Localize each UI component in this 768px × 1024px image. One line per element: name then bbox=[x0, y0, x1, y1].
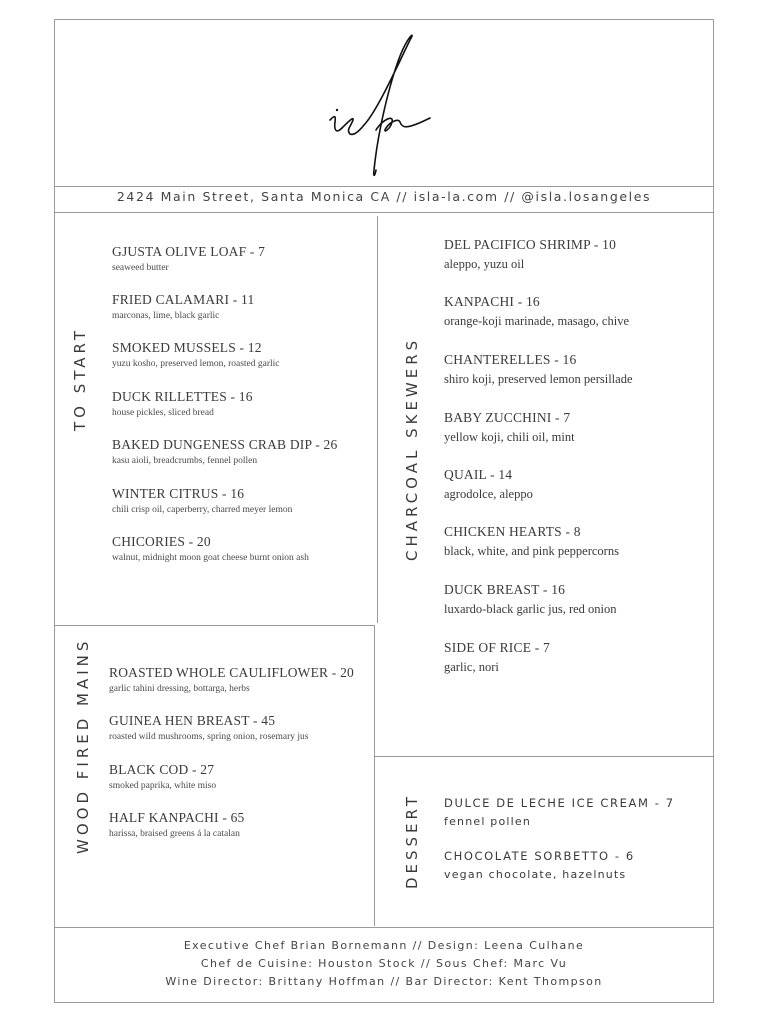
address-line: 2424 Main Street, Santa Monica CA // isla-la.com // @isla.losangeles bbox=[116, 189, 652, 204]
credits-line: Executive Chef Brian Bornemann // Design: Leena Culhane bbox=[183, 939, 585, 952]
credits bbox=[54, 937, 714, 991]
item-desc: luxardo-black garlic jus, red onion bbox=[444, 602, 617, 616]
item-desc: garlic, nori bbox=[444, 660, 499, 674]
menu-item bbox=[444, 467, 704, 502]
item-desc: marconas, lime, black garlic bbox=[112, 311, 220, 321]
item-desc: aleppo, yuzu oil bbox=[444, 257, 525, 271]
item-desc: black, white, and pink peppercorns bbox=[444, 544, 619, 558]
menu-item bbox=[109, 713, 409, 742]
item-name: BAKED DUNGENESS CRAB DIP - 26 bbox=[112, 437, 338, 452]
credits-line: Chef de Cuisine: Houston Stock // Sous Chef: Marc Vu bbox=[200, 957, 568, 970]
menu-item bbox=[112, 244, 412, 273]
item-desc: vegan chocolate, hazelnuts bbox=[444, 868, 627, 881]
item-name: FRIED CALAMARI - 11 bbox=[112, 292, 255, 307]
item-desc: shiro koji, preserved lemon persillade bbox=[444, 372, 633, 386]
item-desc: garlic tahini dressing, bottarga, herbs bbox=[109, 684, 250, 694]
item-name: DEL PACIFICO SHRIMP - 10 bbox=[444, 237, 617, 252]
menu-item bbox=[112, 534, 412, 563]
menu-item bbox=[112, 486, 412, 515]
divider-footer bbox=[54, 927, 714, 928]
credits-line: Wine Director: Brittany Hoffman // Bar Director: Kent Thompson bbox=[165, 975, 603, 988]
item-name: HALF KANPACHI - 65 bbox=[109, 810, 245, 825]
item-name: QUAIL - 14 bbox=[444, 467, 513, 482]
item-name: CHANTERELLES - 16 bbox=[444, 352, 577, 367]
divider-right-middle bbox=[375, 756, 714, 757]
item-desc: harissa, braised greens á la catalan bbox=[109, 829, 240, 839]
menu-item bbox=[444, 849, 704, 881]
label-wood-fired-mains: WOOD FIRED MAINS bbox=[74, 637, 92, 854]
isla-logo bbox=[320, 30, 450, 180]
menu-item bbox=[444, 294, 704, 329]
item-desc: kasu aioli, breadcrumbs, fennel pollen bbox=[112, 456, 258, 466]
item-name: SIDE OF RICE - 7 bbox=[444, 640, 550, 655]
item-desc: fennel pollen bbox=[444, 815, 532, 828]
item-name: ROASTED WHOLE CAULIFLOWER - 20 bbox=[109, 665, 354, 680]
label-dessert: DESSERT bbox=[403, 792, 421, 890]
label-to-start: TO START bbox=[71, 327, 89, 432]
menu-item bbox=[112, 292, 412, 321]
item-desc: smoked paprika, white miso bbox=[109, 781, 217, 791]
item-desc: seaweed butter bbox=[112, 263, 169, 273]
menu-item bbox=[109, 665, 409, 694]
item-name: GJUSTA OLIVE LOAF - 7 bbox=[112, 244, 266, 259]
item-name: CHOCOLATE SORBETTO - 6 bbox=[444, 849, 635, 863]
item-name: DUCK BREAST - 16 bbox=[444, 582, 566, 597]
item-desc: roasted wild mushrooms, spring onion, rosemary jus bbox=[109, 732, 309, 742]
menu-item bbox=[109, 810, 409, 839]
menu-item bbox=[444, 352, 704, 387]
divider-header-bottom bbox=[54, 212, 714, 213]
item-name: WINTER CITRUS - 16 bbox=[112, 486, 245, 501]
item-desc: chili crisp oil, caperberry, charred meyer lemon bbox=[112, 505, 293, 515]
item-name: DUCK RILLETTES - 16 bbox=[112, 389, 253, 404]
item-name: BABY ZUCCHINI - 7 bbox=[444, 410, 571, 425]
item-name: GUINEA HEN BREAST - 45 bbox=[109, 713, 276, 728]
divider-left-middle bbox=[54, 625, 375, 626]
item-desc: house pickles, sliced bread bbox=[112, 408, 214, 418]
menu-item bbox=[112, 389, 412, 418]
item-name: CHICORIES - 20 bbox=[112, 534, 211, 549]
item-desc: yellow koji, chili oil, mint bbox=[444, 430, 575, 444]
divider-header-top bbox=[54, 186, 714, 187]
menu-item bbox=[112, 437, 412, 466]
item-name: BLACK COD - 27 bbox=[109, 762, 215, 777]
item-desc: agrodolce, aleppo bbox=[444, 487, 533, 501]
item-desc: walnut, midnight moon goat cheese burnt onion ash bbox=[112, 553, 309, 563]
label-charcoal-skewers: CHARCOAL SKEWERS bbox=[403, 336, 421, 561]
menu-item bbox=[109, 762, 409, 791]
item-name: CHICKEN HEARTS - 8 bbox=[444, 524, 581, 539]
item-desc: yuzu kosho, preserved lemon, roasted garlic bbox=[112, 359, 280, 369]
menu-item bbox=[112, 340, 412, 369]
menu-item bbox=[444, 796, 704, 828]
menu-item bbox=[444, 640, 704, 675]
menu-item bbox=[444, 410, 704, 445]
item-desc: orange-koji marinade, masago, chive bbox=[444, 314, 629, 328]
item-name: SMOKED MUSSELS - 12 bbox=[112, 340, 262, 355]
item-name: DULCE DE LECHE ICE CREAM - 7 bbox=[444, 796, 675, 810]
menu-item bbox=[444, 524, 704, 559]
menu-item bbox=[444, 237, 704, 272]
item-name: KANPACHI - 16 bbox=[444, 294, 540, 309]
menu-item bbox=[444, 582, 704, 617]
